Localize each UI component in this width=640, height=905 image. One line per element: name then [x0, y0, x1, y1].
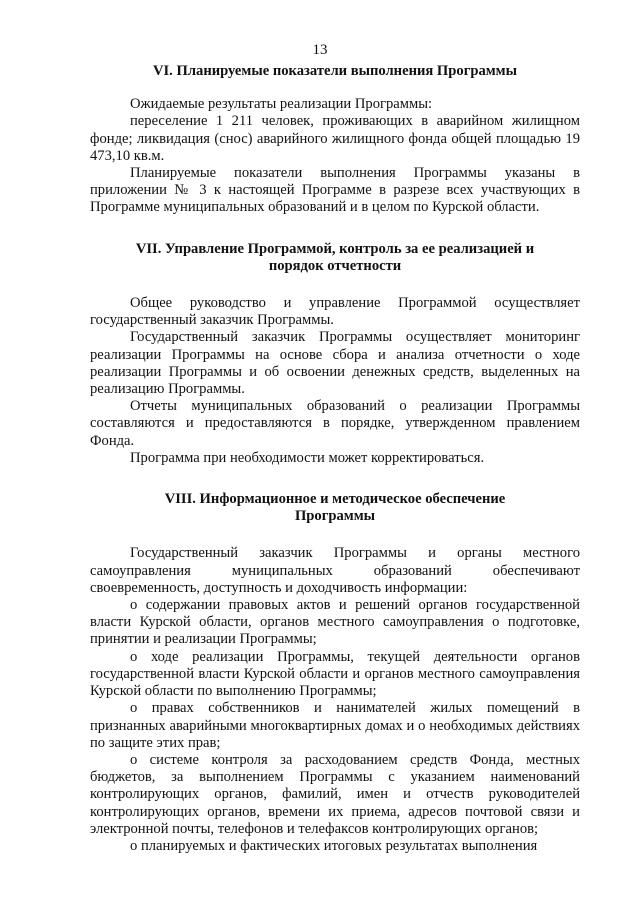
paragraph: о системе контроля за расходованием средств Фонда, местных бюджетов, за выполнением Программы с указанием наименований контролирующих органов, фамилий, имен и отчеств руководителей контролирующих органов, времени их приема, адресов почтовой связи и электронной почты, телефонов и телефаксов контролирующих органов; [90, 751, 580, 837]
paragraph: переселение 1 211 человек, проживающих в аварийном жилищном фонде; ликвидация (снос) аварийного жилищного фонда общей площадью 19 473,10 кв.м. [90, 113, 580, 164]
paragraph: Программа при необходимости может корректироваться. [130, 449, 485, 466]
paragraph: Государственный заказчик Программы и органы местного самоуправления муниципальных образований обеспечивают своевременность, доступность и доходчивость информации: [90, 545, 580, 596]
paragraph: Государственный заказчик Программы осуществляет мониторинг реализации Программы на основе сбора и анализа отчетности о ходе реализации Программы и об освоении денежных средств, выделенных на реализацию Программы. [90, 329, 580, 398]
paragraph: Ожидаемые результаты реализации Программы: [130, 96, 433, 113]
section-vii [90, 241, 580, 467]
section-vii-title: VII. Управление Программой, контроль за ее реализацией и порядок отчетности [135, 240, 535, 274]
paragraph: о содержании правовых актов и решений органов государственной власти Курской области, органов местного самоуправления о подготовке, принятии и реализации Программы; [90, 597, 580, 648]
section-vi-title: VI. Планируемые показатели выполнения Программы [152, 63, 518, 79]
section-viii-title: VIII. Информационное и методическое обеспечение Программы [164, 491, 506, 525]
paragraph: о ходе реализации Программы, текущей деятельности органов государственной власти Курской области и органов местного самоуправления Курской области по выполнению Программы; [90, 648, 580, 700]
page-number: 13 [312, 42, 328, 58]
paragraph: о планируемых и фактических итоговых результатах выполнения [130, 837, 538, 854]
section-vi [90, 63, 580, 217]
paragraph: Планируемые показатели выполнения Программы указаны в приложении № 3 к настоящей Программе в разрезе всех участвующих в Программе муниципальных образований и в целом по Курской области. [90, 165, 580, 216]
paragraph: Отчеты муниципальных образований о реализации Программы составляются и предоставляются в порядке, утвержденном правлением Фонда. [90, 398, 580, 449]
section-viii [90, 491, 580, 855]
paragraph: Общее руководство и управление Программой осуществляет государственный заказчик Программы. [90, 295, 580, 329]
paragraph: о правах собственников и нанимателей жилых помещений в признанных аварийными многоквартирных домах и о необходимых действиях по защите этих прав; [90, 700, 580, 751]
document-body [90, 63, 580, 855]
